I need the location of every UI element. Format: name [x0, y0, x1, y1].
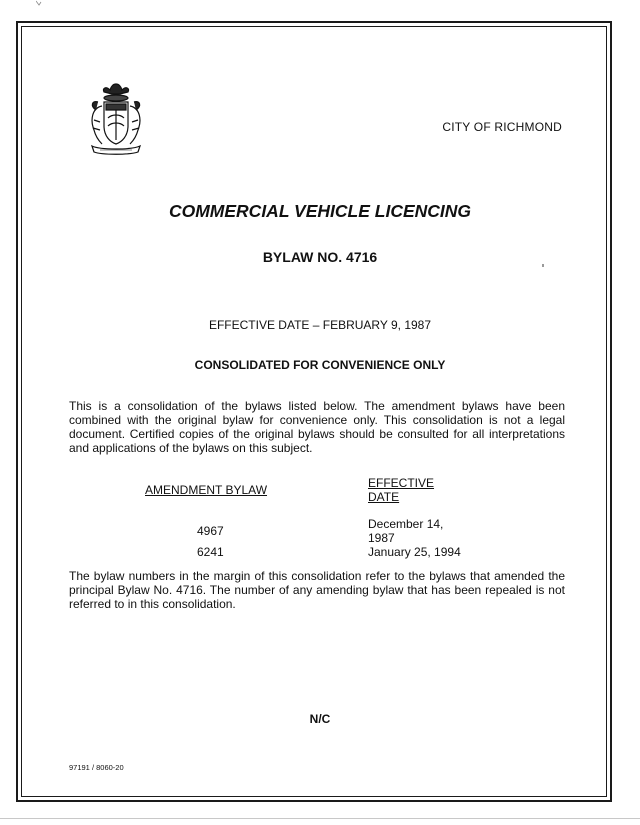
table-row — [145, 545, 465, 559]
scan-edge-line — [0, 818, 640, 821]
document-title: COMMERCIAL VEHICLE LICENCING — [168, 201, 472, 221]
amendment-bylaw-header: AMENDMENT BYLAW — [145, 483, 268, 497]
nc-label: N/C — [309, 712, 331, 726]
intro-paragraph: This is a consolidation of the bylaws listed below. The amendment bylaws have been combined with the original bylaw for convenience only. This consolidation is not a legal document. Certified copies of the original bylaws should be consulted for all interpretations and applications of the bylaws on this subject. — [69, 399, 565, 455]
amendment-date-cell: January 25, 1994 — [368, 545, 461, 559]
amendment-date-cell: December 14, 1987 — [368, 517, 444, 545]
margin-numbers-paragraph: The bylaw numbers in the margin of this consolidation refer to the bylaws that amended the principal Bylaw No. 4716. The number of any amending bylaw that has been repealed is not referred to in this consolidation. — [69, 569, 565, 611]
file-reference: 97191 / 8060-20 — [69, 763, 124, 772]
bylaw-number: BYLAW NO. 4716 — [262, 249, 378, 265]
scan-mark-icon — [36, 0, 42, 6]
amendment-bylaw-cell: 4967 — [197, 524, 224, 538]
amendment-bylaw-cell: 6241 — [197, 545, 224, 559]
coat-of-arms-icon — [84, 80, 148, 160]
amendment-table-header — [145, 476, 465, 517]
city-name: CITY OF RICHMOND — [442, 120, 562, 134]
consolidated-notice: CONSOLIDATED FOR CONVENIENCE ONLY — [194, 358, 446, 372]
effective-date-header: EFFECTIVE DATE — [368, 476, 435, 504]
amendment-table — [145, 476, 465, 559]
effective-date: EFFECTIVE DATE – FEBRUARY 9, 1987 — [208, 318, 432, 332]
table-row — [145, 517, 465, 545]
